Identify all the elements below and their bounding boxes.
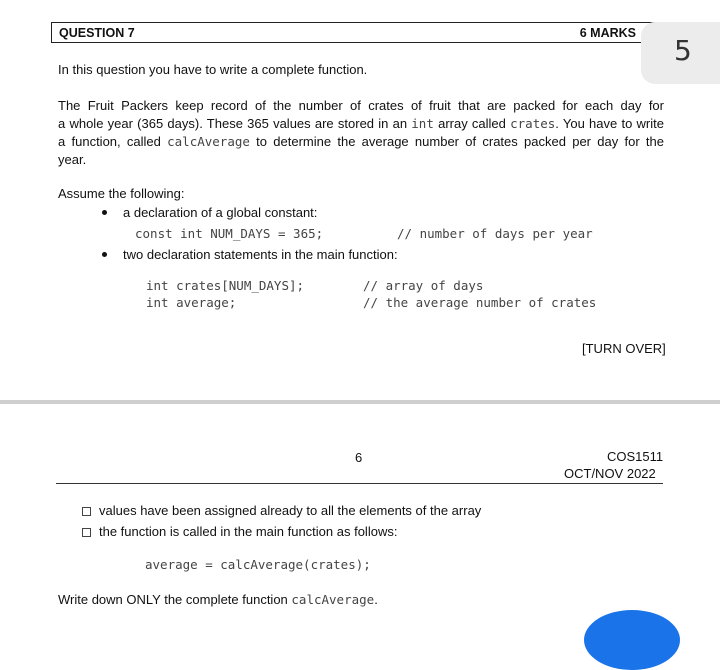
page-badge-number: 5 (674, 34, 692, 67)
exam-date: OCT/NOV 2022 (564, 466, 656, 481)
code-int: int (411, 116, 434, 131)
question-title: QUESTION 7 (59, 26, 135, 40)
floating-action-shape (584, 610, 680, 670)
page-number-badge (641, 22, 720, 84)
bullet-global-constant: a declaration of a global constant: (123, 205, 318, 220)
const-declaration-comment: // number of days per year (397, 226, 593, 241)
average-declaration-comment: // the average number of crates (363, 295, 597, 310)
question-marks: 6 MARKS (579, 26, 636, 40)
question-header-box (51, 22, 662, 43)
bullet-main-declarations: two declaration statements in the main function: (123, 247, 398, 262)
const-declaration-code: const int NUM_DAYS = 365; (135, 226, 324, 241)
crates-declaration-code: int crates[NUM_DAYS]; (146, 278, 305, 293)
description-line-3: a function, called calcAverage to determine the average number of crates packed per day for the (58, 134, 664, 149)
intro-text: In this question you have to write a complete function. (58, 62, 368, 77)
item-values-assigned: values have been assigned already to all the elements of the array (99, 503, 482, 518)
turn-over-label: [TURN OVER] (582, 341, 666, 356)
description-paragraph (58, 97, 664, 169)
bullet-dot (102, 210, 107, 215)
code-crates: crates (510, 116, 556, 131)
course-code: COS1511 (607, 449, 664, 464)
item-function-called: the function is called in the main function as follows: (99, 524, 398, 539)
final-instruction: Write down ONLY the complete function calcAverage. (58, 592, 378, 607)
code-calcaverage: calcAverage (291, 592, 375, 607)
assume-heading: Assume the following: (58, 186, 185, 201)
average-declaration-code: int average; (146, 295, 237, 310)
crates-declaration-comment: // array of days (363, 278, 484, 293)
page-number: 6 (355, 450, 363, 465)
function-call-code: average = calcAverage(crates); (145, 557, 371, 572)
description-line-4: year. (58, 152, 87, 167)
description-line-2: a whole year (365 days). These 365 values are stored in an int array called crates. You have to write (58, 116, 664, 131)
page-divider (0, 400, 720, 404)
code-calcaverage: calcAverage (167, 134, 250, 149)
header-rule (56, 483, 663, 484)
bullet-dot (102, 252, 107, 257)
square-bullet (82, 507, 91, 516)
square-bullet (82, 528, 91, 537)
description-line-1: The Fruit Packers keep record of the number of crates of fruit that are packed for each day for (58, 98, 664, 113)
